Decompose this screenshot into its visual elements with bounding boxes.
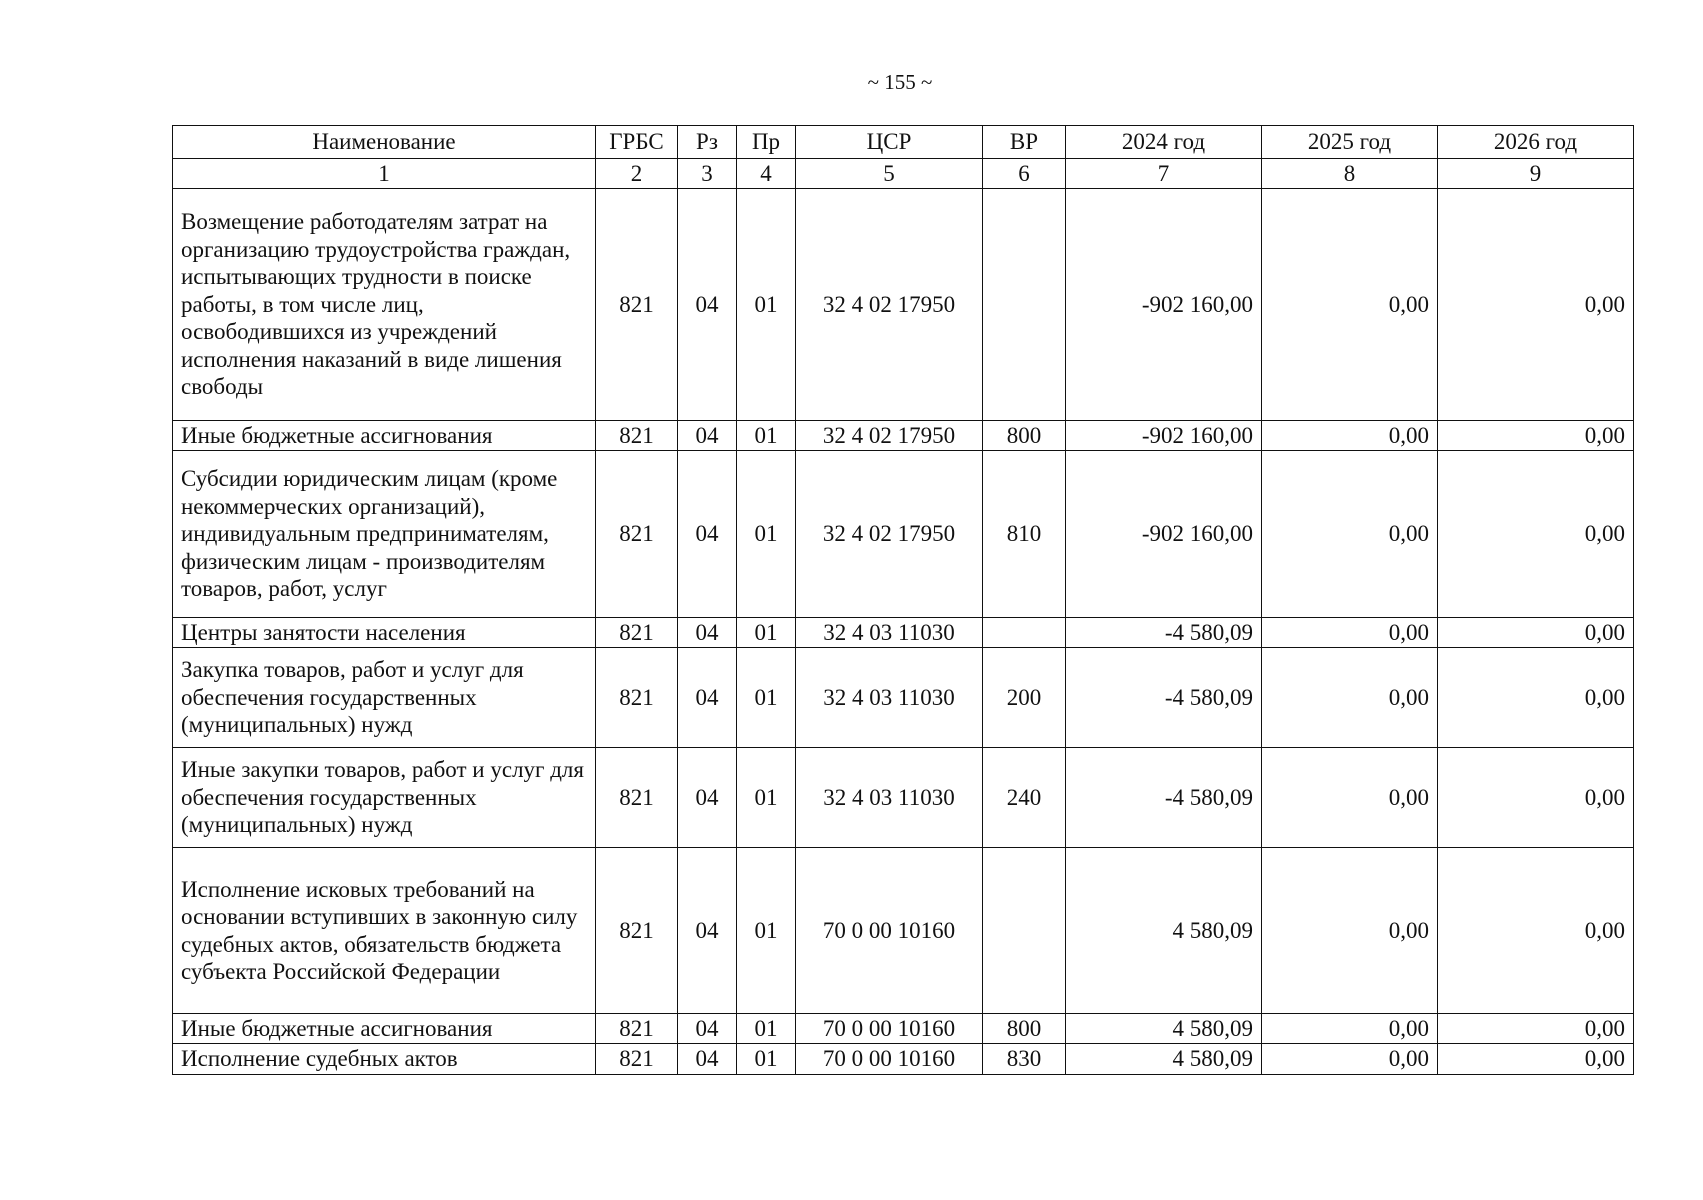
row-csr: 32 4 03 11030	[796, 648, 983, 748]
row-grbs: 821	[596, 189, 678, 421]
row-vr: 800	[983, 421, 1066, 451]
table-row	[173, 1014, 1634, 1044]
row-vr: 200	[983, 648, 1066, 748]
row-grbs: 821	[596, 648, 678, 748]
header-csr: ЦСР	[796, 126, 983, 159]
header-grbs: ГРБС	[596, 126, 678, 159]
row-vr	[983, 189, 1066, 421]
header-rz: Рз	[678, 126, 737, 159]
row-csr: 70 0 00 10160	[796, 848, 983, 1014]
row-amount-2026: 0,00	[1438, 648, 1634, 748]
header-2024: 2024 год	[1066, 126, 1262, 159]
row-vr: 240	[983, 748, 1066, 848]
row-grbs: 821	[596, 1014, 678, 1044]
row-csr: 32 4 02 17950	[796, 189, 983, 421]
row-rz: 04	[678, 648, 737, 748]
row-amount-2025: 0,00	[1262, 421, 1438, 451]
row-amount-2026: 0,00	[1438, 451, 1634, 618]
row-grbs: 821	[596, 421, 678, 451]
row-amount-2024: 4 580,09	[1066, 1014, 1262, 1044]
column-number: 4	[737, 159, 796, 189]
row-name: Субсидии юридическим лицам (кроме некоммерческих организаций), индивидуальным предпринимателям, физическим лицам - производителям товаров, работ, услуг	[173, 451, 596, 618]
row-amount-2024: -4 580,09	[1066, 748, 1262, 848]
budget-table	[172, 125, 1634, 1075]
row-grbs: 821	[596, 618, 678, 648]
row-csr: 32 4 03 11030	[796, 748, 983, 848]
table-row	[173, 1044, 1634, 1075]
row-vr: 830	[983, 1044, 1066, 1075]
row-amount-2024: -902 160,00	[1066, 421, 1262, 451]
column-number: 8	[1262, 159, 1438, 189]
row-csr: 32 4 03 11030	[796, 618, 983, 648]
row-amount-2024: 4 580,09	[1066, 848, 1262, 1014]
table-row	[173, 648, 1634, 748]
row-amount-2024: -4 580,09	[1066, 648, 1262, 748]
row-rz: 04	[678, 618, 737, 648]
table-row	[173, 451, 1634, 618]
table-row	[173, 189, 1634, 421]
row-name: Возмещение работодателям затрат на организацию трудоустройства граждан, испытывающих трудности в поиске работы, в том числе лиц, освободившихся из учреждений исполнения наказаний в виде лишения свободы	[173, 189, 596, 421]
row-amount-2025: 0,00	[1262, 1014, 1438, 1044]
row-pr: 01	[737, 848, 796, 1014]
row-vr: 800	[983, 1014, 1066, 1044]
row-rz: 04	[678, 421, 737, 451]
row-pr: 01	[737, 618, 796, 648]
header-2025: 2025 год	[1262, 126, 1438, 159]
row-grbs: 821	[596, 748, 678, 848]
row-amount-2026: 0,00	[1438, 1044, 1634, 1075]
row-name: Исполнение исковых требований на основании вступивших в законную силу судебных актов, обязательств бюджета субъекта Российской Федерации	[173, 848, 596, 1014]
table-row	[173, 848, 1634, 1014]
header-pr: Пр	[737, 126, 796, 159]
row-csr: 32 4 02 17950	[796, 421, 983, 451]
row-name: Закупка товаров, работ и услуг для обеспечения государственных (муниципальных) нужд	[173, 648, 596, 748]
row-name: Иные бюджетные ассигнования	[173, 421, 596, 451]
row-amount-2025: 0,00	[1262, 848, 1438, 1014]
row-rz: 04	[678, 189, 737, 421]
row-amount-2025: 0,00	[1262, 618, 1438, 648]
row-amount-2025: 0,00	[1262, 451, 1438, 618]
row-amount-2026: 0,00	[1438, 848, 1634, 1014]
row-amount-2026: 0,00	[1438, 189, 1634, 421]
column-number: 6	[983, 159, 1066, 189]
row-csr: 70 0 00 10160	[796, 1014, 983, 1044]
row-csr: 32 4 02 17950	[796, 451, 983, 618]
row-amount-2024: 4 580,09	[1066, 1044, 1262, 1075]
row-rz: 04	[678, 748, 737, 848]
row-amount-2026: 0,00	[1438, 1014, 1634, 1044]
column-number: 5	[796, 159, 983, 189]
row-pr: 01	[737, 421, 796, 451]
row-grbs: 821	[596, 848, 678, 1014]
row-rz: 04	[678, 848, 737, 1014]
column-number-row	[173, 159, 1634, 189]
column-number: 7	[1066, 159, 1262, 189]
column-number: 1	[173, 159, 596, 189]
row-rz: 04	[678, 451, 737, 618]
row-amount-2025: 0,00	[1262, 189, 1438, 421]
header-name: Наименование	[173, 126, 596, 159]
header-vr: ВР	[983, 126, 1066, 159]
column-number: 2	[596, 159, 678, 189]
row-amount-2025: 0,00	[1262, 1044, 1438, 1075]
table-row	[173, 748, 1634, 848]
row-pr: 01	[737, 451, 796, 618]
row-rz: 04	[678, 1014, 737, 1044]
column-number: 3	[678, 159, 737, 189]
table-row	[173, 421, 1634, 451]
row-name: Исполнение судебных актов	[173, 1044, 596, 1075]
row-amount-2024: -902 160,00	[1066, 189, 1262, 421]
row-grbs: 821	[596, 1044, 678, 1075]
row-grbs: 821	[596, 451, 678, 618]
row-amount-2025: 0,00	[1262, 748, 1438, 848]
row-amount-2026: 0,00	[1438, 618, 1634, 648]
row-rz: 04	[678, 1044, 737, 1075]
row-amount-2024: -4 580,09	[1066, 618, 1262, 648]
table-row	[173, 618, 1634, 648]
row-pr: 01	[737, 1044, 796, 1075]
row-vr	[983, 848, 1066, 1014]
row-pr: 01	[737, 1014, 796, 1044]
row-name: Центры занятости населения	[173, 618, 596, 648]
row-pr: 01	[737, 748, 796, 848]
header-2026: 2026 год	[1438, 126, 1634, 159]
row-name: Иные бюджетные ассигнования	[173, 1014, 596, 1044]
header-row	[173, 126, 1634, 159]
row-pr: 01	[737, 189, 796, 421]
row-name: Иные закупки товаров, работ и услуг для обеспечения государственных (муниципальных) нужд	[173, 748, 596, 848]
row-amount-2024: -902 160,00	[1066, 451, 1262, 618]
row-amount-2026: 0,00	[1438, 421, 1634, 451]
column-number: 9	[1438, 159, 1634, 189]
row-amount-2025: 0,00	[1262, 648, 1438, 748]
page-number: ~ 155 ~	[867, 70, 933, 94]
row-amount-2026: 0,00	[1438, 748, 1634, 848]
row-vr: 810	[983, 451, 1066, 618]
row-vr	[983, 618, 1066, 648]
row-pr: 01	[737, 648, 796, 748]
row-csr: 70 0 00 10160	[796, 1044, 983, 1075]
